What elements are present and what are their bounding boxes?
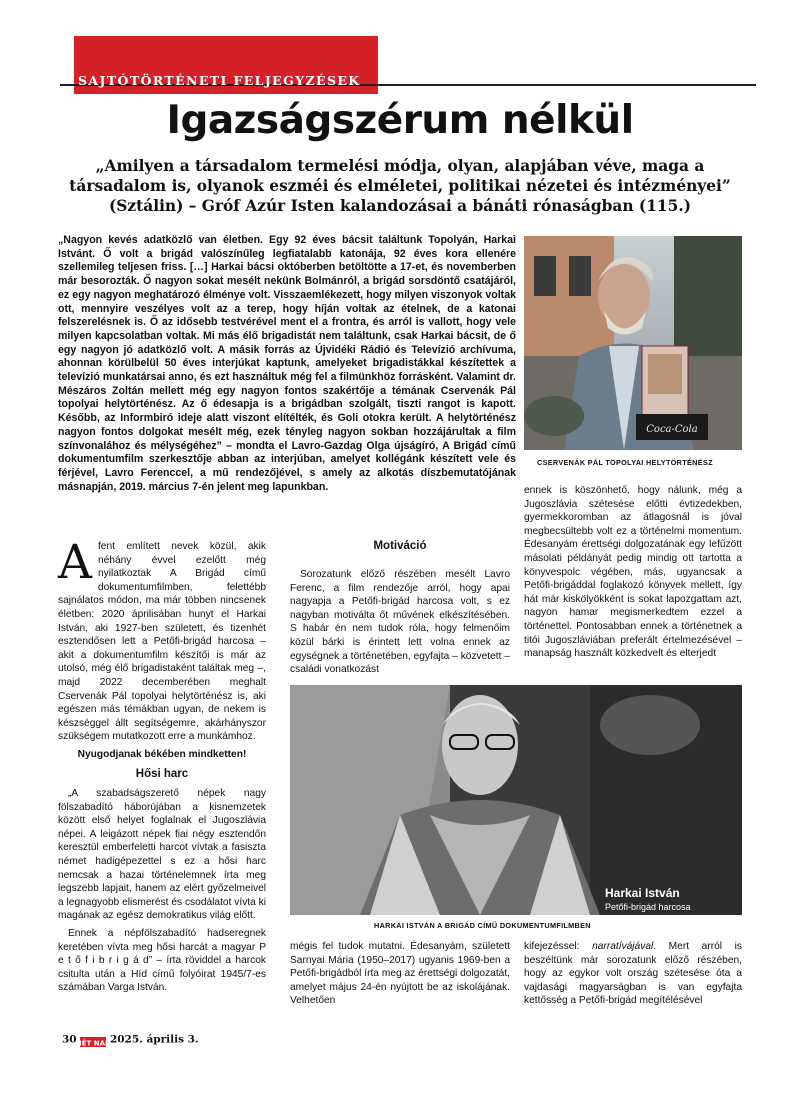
section-heading-motivacio: Motiváció	[373, 540, 427, 552]
photo-caption-bottom: HARKAI ISTVÁN A BRIGÁD CÍMŰ DOKUMENTUMFILMBEN	[374, 921, 591, 930]
photo-overlay-role: Petőfi-brigád harcosa	[605, 902, 691, 912]
article-column-1	[58, 535, 266, 999]
photo-cservenak-pal	[524, 236, 742, 450]
col3-p2-pre: kifejezéssel:	[524, 941, 593, 952]
col1-paragraph-4: Ennek a népfölszabadító hadseregnek keretében vívta meg hősi harcát a magyar P e t ő f i b r i g á d” – írta röviddel a harcok csitulta után a Híd című folyóirat 1945/7-es számában Varga István.	[58, 928, 266, 994]
col2-paragraph-1: Sorozatunk előző részében mesélt Lavro Ferenc, a film rendezője arról, hogy apai nagyapja a Petőfi-brigád harcosa volt, s ez nagyban motiválta őt művének elkészítésében. S habár én nem tudok róla, hogy felmenőim közül bárki is érintett lett volna ennek az egységnek a történetében, egyfajta – közvetett – családi vonatkozást	[290, 569, 510, 676]
drop-cap: A	[58, 535, 92, 590]
cola-sign: Coca-Cola	[646, 424, 698, 435]
col1-paragraph-2: Nyugodjanak békében mindketten!	[77, 748, 247, 760]
photo-overlay-name: Harkai István	[605, 886, 680, 900]
photo-caption-top: CSERVENÁK PÁL TOPOLYAI HELYTÖRTÉNÉSZ	[537, 458, 713, 467]
col1-paragraph-3: „A szabadságszerető népek nagy fölszabadító háborújában a kisnemzetek között első helyet foglalnak el Jugoszlávia népei. A leigázott népek fiai négy esztendőn keresztül emberfeletti harcot vívtak a fasiszta német hadigépezettel s ez a hősi harc nemcsak a hazai történelemnek írta meg legszebb lapjait, hanem az elért győzelmeivel a legnagyobb elismerést és csodálatot vívta ki magának az egész demokratikus világ előtt.	[58, 788, 266, 922]
section-heading-hosi-harc: Hősi harc	[135, 767, 189, 780]
col3-paragraph-1: ennek is köszönhető, hogy nálunk, még a Jugoszlávia szétesése előtti évtizedekben, gyermekkoromban az átlagosnál is jóval megbecsültebb volt ez a történelmi momentum. Édesanyám érettségi dolgozatának egy lefűzött másolati példányát pedig mindig ott tartotta a könyvespolc végében, más, ugyancsak a Petőfi-brigáddal foglakozó könyvek mellett, így hát már kiskölyökként is sokat lapozgattam azt, nagyon hamar megismerkedtem ezzel a történettel. Pontosabban ennek a történetnek a titói Jugoszláviában preferált értelmezésével – manapság használt közkedvelt és elterjedt	[524, 485, 742, 660]
col3-p2-post: . Mert arról is beszéltünk már sorozatunk előző részében, hogy az egykor volt ország szétesése óta a vajdasági magyarságban is van egyfajta kettősség a Petőfi-brigád megítélésével	[524, 941, 742, 1007]
portrait-illustration	[524, 236, 742, 450]
article-column-3-bottom	[524, 940, 742, 1016]
photo-harkai-istvan	[290, 685, 742, 915]
article-title: Igazságszérum nélkül	[166, 98, 634, 143]
page-number: 30	[62, 1033, 77, 1046]
article-column-2-bottom	[290, 940, 510, 1016]
article-subtitle: „Amilyen a társadalom termelési módja, olyan, alapjában véve, maga a társadalom is, olyanok eszméi és elméletei, politikai nézetei és intézményei” (Sztálin) – Gróf Azúr Isten kalandozásai a bánáti rónaságban (115.)	[69, 157, 731, 215]
section-kicker: SAJTÓTÖRTÉNETI FELJEGYZÉSEK	[78, 73, 361, 88]
lead-paragraph: „Nagyon kevés adatközlő van életben. Egy 92 éves bácsit találtunk Topolyán, Harkai Istvánt. Ő volt a brigád valószínűleg legfiatalabb katonája, 92 éves kora ellenére szellemileg teljesen friss. […] Harkai bácsi októberben betöltötte a 17-et, és novemberben már besorozták. Ő nagyon sokat mesélt nekünk Bolmánról, a brigád sorsdöntő csatájáról, ez egy nagyon meghatározó élménye volt. Visszaemlékezett, hogy milyen viszonyok voltak ott, mennyire veszélyes volt az a terep, hogy híján voltak az ételnek, de a katonai felszerelésnek is. Ő az idősebb testvérével ment el a frontra, és arról is vallott, hogy vele milyen kapcsolatban voltak. Mi más élő brigadistát nem találtunk, csak Harkai bácsit, de ő egy nagyon jó adatközlő volt. A másik forrás az Újvidéki Rádió és Televízió archívuma, ahonnan körülbelül 50 éves interjúkat kaptunk, amelyeket brigadistákkal készítettek a televízió munkatársai anno, és ezt használtuk még fel a filmünkhöz forrásként. Valamint dr. Mészáros Zoltán mellett még egy nagyon fontos szakértője a témának Cservenák Pál topolyai helytörténész. Az ő édesapja is a brigádban szolgált, tiszti rangot is kapott. Később, az Informbiró ideje alatt viszont elítélték, és Goli otokra került. A helytörténész nagyon fontos dolgokat mesélt még, ezek tényleg nagyon sokban hozzájárultak a film színvonalához és mélységéhez” – mondta el Lavro-Gazdag Olga újságíró, A Brigád című dokumentumfilm szerkesztője abban az interjúban, amelyet kollégánk készített vele és férjével, Lavro Ferenccel, a mű rendezőjével, s amely az alkotás díszbemutatójának másnapján, 2019. március 7-én jelent meg lapunkban.	[58, 234, 516, 493]
magazine-logo	[76, 1032, 111, 1048]
article-column-2-top	[290, 568, 510, 680]
col2-paragraph-2: mégis fel tudok mutatni. Édesanyám, született Sarnyai Mária (1950–2017) ugyanis 1969-ben a Petőfi-brigádból írta meg az érettségi dolgozatát, amelyet május 24-én nyújtott be az iskolájának. Velhetően	[290, 941, 510, 1007]
harkai-portrait-illustration	[290, 685, 742, 915]
col1-paragraph-1: fent említett nevek közül, akik néhány évvel ezelőtt még nyilatkoztak A Brigád című dokumentumfilmben, felettébb sajnálatos módon, ma már többen nincsenek életben: 2020 áprilisában hunyt el Harkai István, aki 1927-ben született, és tizenhét esztendősen lett a Petőfi-brigád harcosa – akit a dokumentumfilm készítői is már az utolsó, még élő brigadistaként találtak meg –, majd 2022 decemberében meghalt Cservenák Pál topolyai helytörténész is, aki egészen más témákban ugyan, de nekem is készséggel állt segítségemre, akárhányszor szükségem mutatkozott erre a munkámhoz.	[58, 541, 266, 743]
issue-date: 2025. április 3.	[109, 1033, 199, 1046]
col3-p2-em: narratívájával	[592, 941, 654, 952]
page-footer	[62, 1032, 199, 1047]
article-column-3-top	[524, 484, 742, 680]
svg-text:HÉT NAP: HÉT NAP	[76, 1039, 111, 1048]
